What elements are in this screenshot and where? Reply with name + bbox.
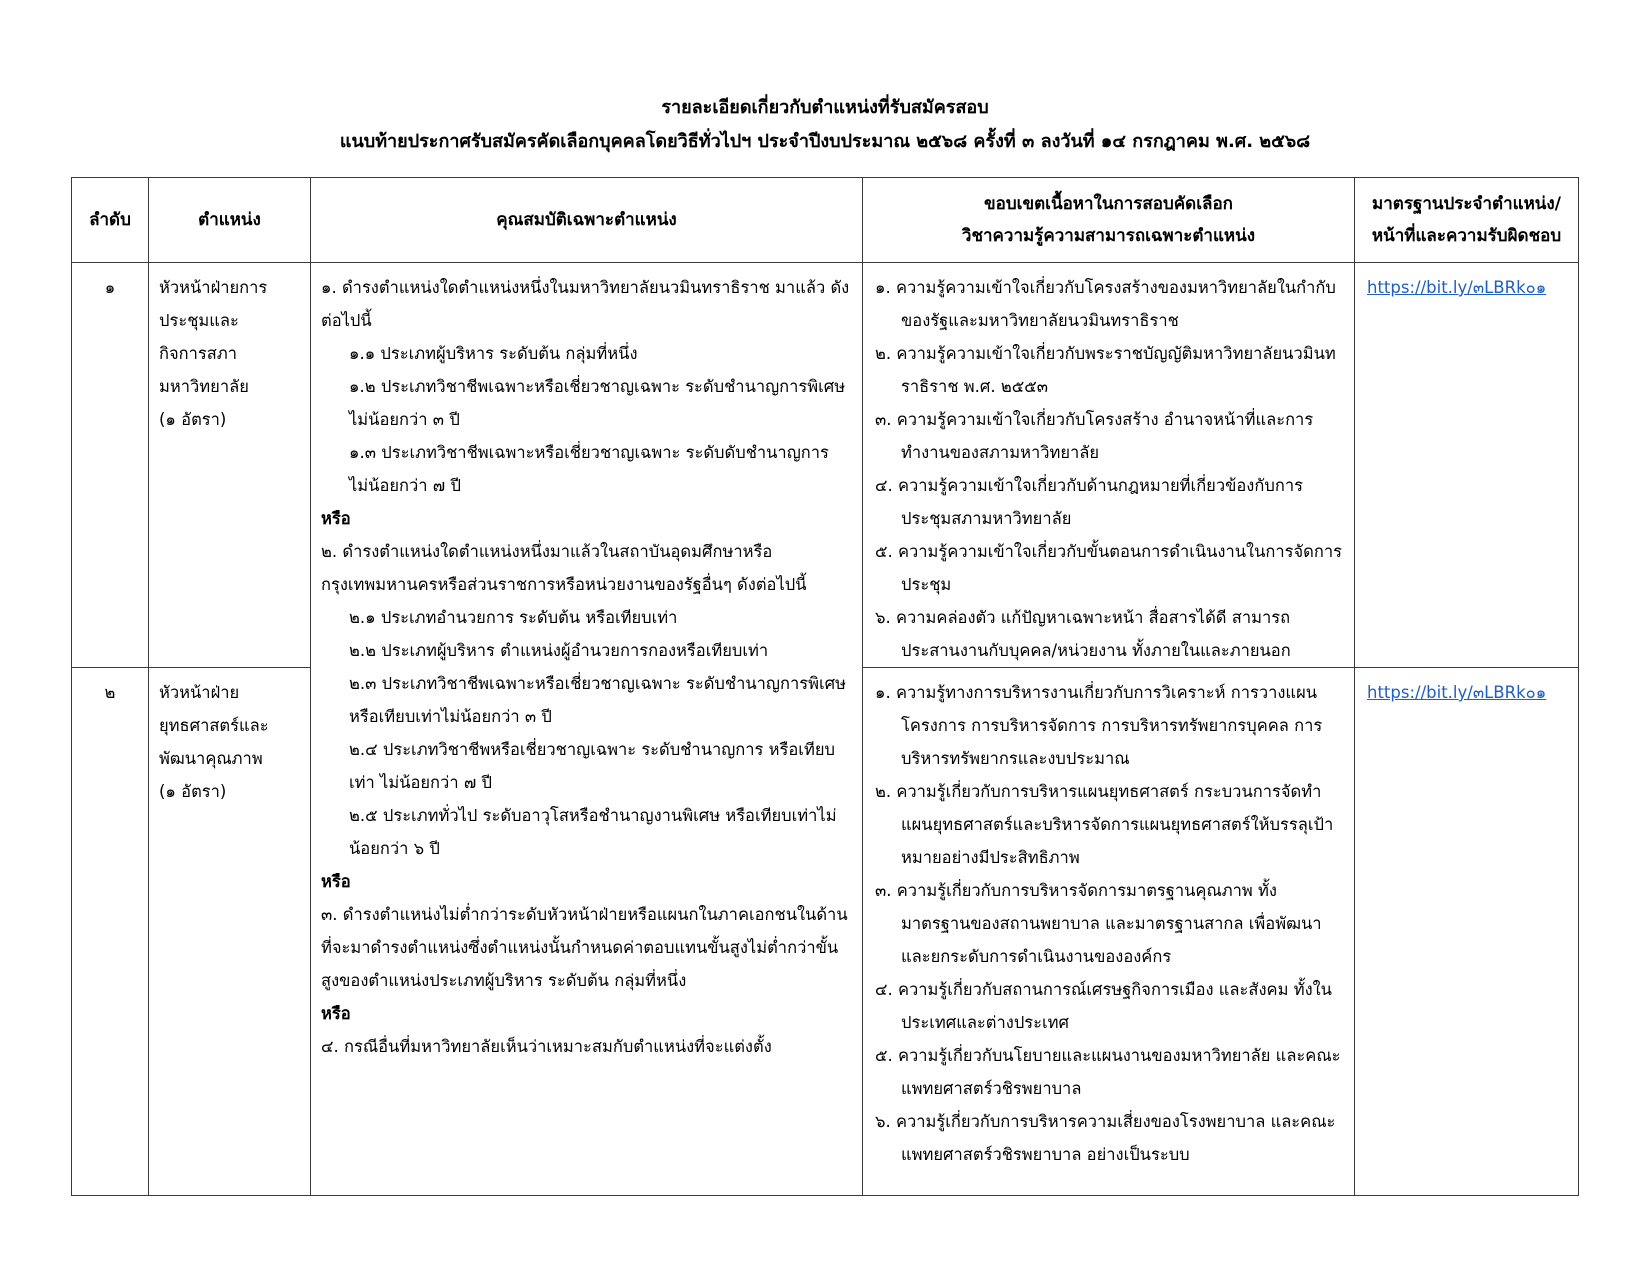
scope-item: ๑. ความรู้ทางการบริหารงานเกี่ยวกับการวิเคราะห์ การวางแผน โครงการ การบริหารจัดการ การบริหารทรัพยากรบุคคล การบริหารทรัพยากรและงบประมาณ [875, 683, 1323, 768]
position-line: หัวหน้าฝ่ายการ [159, 278, 268, 297]
scope-item: ๖. ความคล่องตัว แก้ปัญหาเฉพาะหน้า สื่อสารได้ดี สามารถประสานงานกับบุคคล/หน่วยงาน ทั้งภายในและภายนอก [875, 608, 1291, 660]
qualification-subitem: ๒.๕ ประเภททั่วไป ระดับอาวุโสหรือชำนาญงานพิเศษ หรือเทียบเท่าไม่น้อยกว่า ๖ ปี [349, 806, 837, 858]
qualification-subitem: ๑.๒ ประเภทวิชาชีพเฉพาะหรือเชี่ยวชาญเฉพาะ ระดับชำนาญการพิเศษ ไม่น้อยกว่า ๓ ปี [349, 377, 846, 429]
scope-item: ๕. ความรู้เกี่ยวกับนโยบายและแผนงานของมหาวิทยาลัย และคณะแพทยศาสตร์วชิรพยาบาล [875, 1046, 1341, 1098]
scope-item: ๓. ความรู้ความเข้าใจเกี่ยวกับโครงสร้าง อำนาจหน้าที่และการทำงานของสภามหาวิทยาลัย [875, 410, 1314, 462]
header-qualifications: คุณสมบัติเฉพาะตำแหน่ง [311, 178, 863, 263]
scope-item: ๖. ความรู้เกี่ยวกับการบริหารความเสี่ยงของโรงพยาบาล และคณะแพทยศาสตร์วชิรพยาบาล อย่างเป็นระบบ [875, 1112, 1336, 1164]
position-line: ประชุมและ [159, 311, 239, 330]
header-standard [1355, 178, 1579, 263]
standard-link[interactable]: https://bit.ly/๓LBRk๐๑ [1367, 278, 1547, 297]
positions-table [71, 177, 1579, 1196]
position-name [149, 668, 311, 1196]
qualification-subitem: ๒.๔ ประเภทวิชาชีพหรือเชี่ยวชาญเฉพาะ ระดับชำนาญการ หรือเทียบเท่า ไม่น้อยกว่า ๗ ปี [349, 740, 835, 792]
scope-item: ๑. ความรู้ความเข้าใจเกี่ยวกับโครงสร้างของมหาวิทยาลัยในกำกับของรัฐและมหาวิทยาลัยนวมินทราธิราช [875, 278, 1336, 330]
header-scope-line1: ขอบเขตเนื้อหาในการสอบคัดเลือก [984, 194, 1233, 214]
position-line: พัฒนาคุณภาพ [159, 749, 263, 768]
table-row [72, 263, 1579, 668]
scope-item: ๕. ความรู้ความเข้าใจเกี่ยวกับขั้นตอนการดำเนินงานในการจัดการประชุม [875, 542, 1342, 594]
qualification-item: ๒. ดำรงตำแหน่งใดตำแหน่งหนึ่งมาแล้วในสถาบันอุดมศึกษาหรือกรุงเทพมหานครหรือส่วนราชการหรือหน่วยงานของรัฐอื่นๆ ดังต่อไปนี้ [321, 542, 807, 594]
position-line: หัวหน้าฝ่าย [159, 683, 240, 702]
qualification-subitem: ๑.๓ ประเภทวิชาชีพเฉพาะหรือเชี่ยวชาญเฉพาะ ระดับดับชำนาญการ ไม่น้อยกว่า ๗ ปี [349, 443, 829, 495]
position-line: (๑ อัตรา) [159, 410, 227, 429]
standard-cell [1355, 668, 1579, 1196]
or-label: หรือ [321, 509, 351, 528]
qualifications-cell [311, 263, 863, 1196]
scope-item: ๓. ความรู้เกี่ยวกับการบริหารจัดการมาตรฐานคุณภาพ ทั้งมาตรฐานของสถานพยาบาล และมาตรฐานสากล เพื่อพัฒนาและยกระดับการดำเนินงานขององค์กร [875, 881, 1322, 966]
qualification-subitem: ๑.๑ ประเภทผู้บริหาร ระดับต้น กลุ่มที่หนึ่ง [349, 344, 638, 363]
scope-item: ๒. ความรู้ความเข้าใจเกี่ยวกับพระราชบัญญัติมหาวิทยาลัยนวมินทราธิราช พ.ศ. ๒๕๕๓ [875, 344, 1336, 396]
scope-item: ๔. ความรู้เกี่ยวกับสถานการณ์เศรษฐกิจการเมือง และสังคม ทั้งในประเทศและต่างประเทศ [875, 980, 1332, 1032]
qualification-item: ๓. ดำรงตำแหน่งไม่ต่ำกว่าระดับหัวหน้าฝ่ายหรือแผนกในภาคเอกชนในด้านที่จะมาดำรงตำแหน่งซึ่งตำแหน่งนั้นกำหนดค่าตอบแทนขั้นสูงไม่ต่ำกว่าขั้นสูงของตำแหน่งประเภทผู้บริหาร ระดับต้น กลุ่มที่หนึ่ง [321, 905, 848, 990]
row-number: ๒ [72, 668, 149, 1196]
header-position: ตำแหน่ง [149, 178, 311, 263]
or-label: หรือ [321, 1004, 351, 1023]
scope-cell [863, 668, 1355, 1196]
standard-cell [1355, 263, 1579, 668]
position-line: มหาวิทยาลัย [159, 377, 249, 396]
document-subtitle: แนบท้ายประกาศรับสมัครคัดเลือกบุคคลโดยวิธีทั่วไปฯ ประจำปีงบประมาณ ๒๕๖๘ ครั้งที่ ๓ ลงวันที่ ๑๔ กรกฎาคม พ.ศ. ๒๕๖๘ [339, 131, 1311, 152]
standard-link[interactable]: https://bit.ly/๓LBRk๐๑ [1367, 683, 1547, 702]
qualification-subitem: ๒.๒ ประเภทผู้บริหาร ตำแหน่งผู้อำนวยการกองหรือเทียบเท่า [349, 641, 769, 660]
scope-item: ๒. ความรู้เกี่ยวกับการบริหารแผนยุทธศาสตร์ กระบวนการจัดทำแผนยุทธศาสตร์และบริหารจัดการแผนยุทธศาสตร์ให้บรรลุเป้าหมายอย่างมีประสิทธิภาพ [875, 782, 1334, 867]
header-scope [863, 178, 1355, 263]
header-scope-line2: วิชาความรู้ความสามารถเฉพาะตำแหน่ง [961, 226, 1256, 246]
qualification-item: ๑. ดำรงตำแหน่งใดตำแหน่งหนึ่งในมหาวิทยาลัยนวมินทราธิราช มาแล้ว ดังต่อไปนี้ [321, 278, 850, 330]
row-number: ๑ [72, 263, 149, 668]
qualification-subitem: ๒.๑ ประเภทอำนวยการ ระดับต้น หรือเทียบเท่า [349, 608, 678, 627]
position-name [149, 263, 311, 668]
qualification-item: ๔. กรณีอื่นที่มหาวิทยาลัยเห็นว่าเหมาะสมกับตำแหน่งที่จะแต่งตั้ง [321, 1037, 772, 1056]
qualification-subitem: ๒.๓ ประเภทวิชาชีพเฉพาะหรือเชี่ยวชาญเฉพาะ ระดับชำนาญการพิเศษ หรือเทียบเท่าไม่น้อยกว่า ๓ ปี [349, 674, 846, 726]
table-header-row [72, 178, 1579, 263]
document-title: รายละเอียดเกี่ยวกับตำแหน่งที่รับสมัครสอบ [661, 97, 989, 118]
header-standard-line2: หน้าที่และความรับผิดชอบ [1371, 226, 1562, 246]
position-line: ยุทธศาสตร์และ [159, 716, 269, 735]
position-line: (๑ อัตรา) [159, 782, 227, 801]
header-standard-line1: มาตรฐานประจำตำแหน่ง/ [1372, 194, 1561, 214]
header-no: ลำดับ [72, 178, 149, 263]
or-label: หรือ [321, 872, 351, 891]
scope-cell [863, 263, 1355, 668]
position-line: กิจการสภา [159, 344, 237, 363]
scope-item: ๔. ความรู้ความเข้าใจเกี่ยวกับด้านกฎหมายที่เกี่ยวข้องกับการประชุมสภามหาวิทยาลัย [875, 476, 1303, 528]
